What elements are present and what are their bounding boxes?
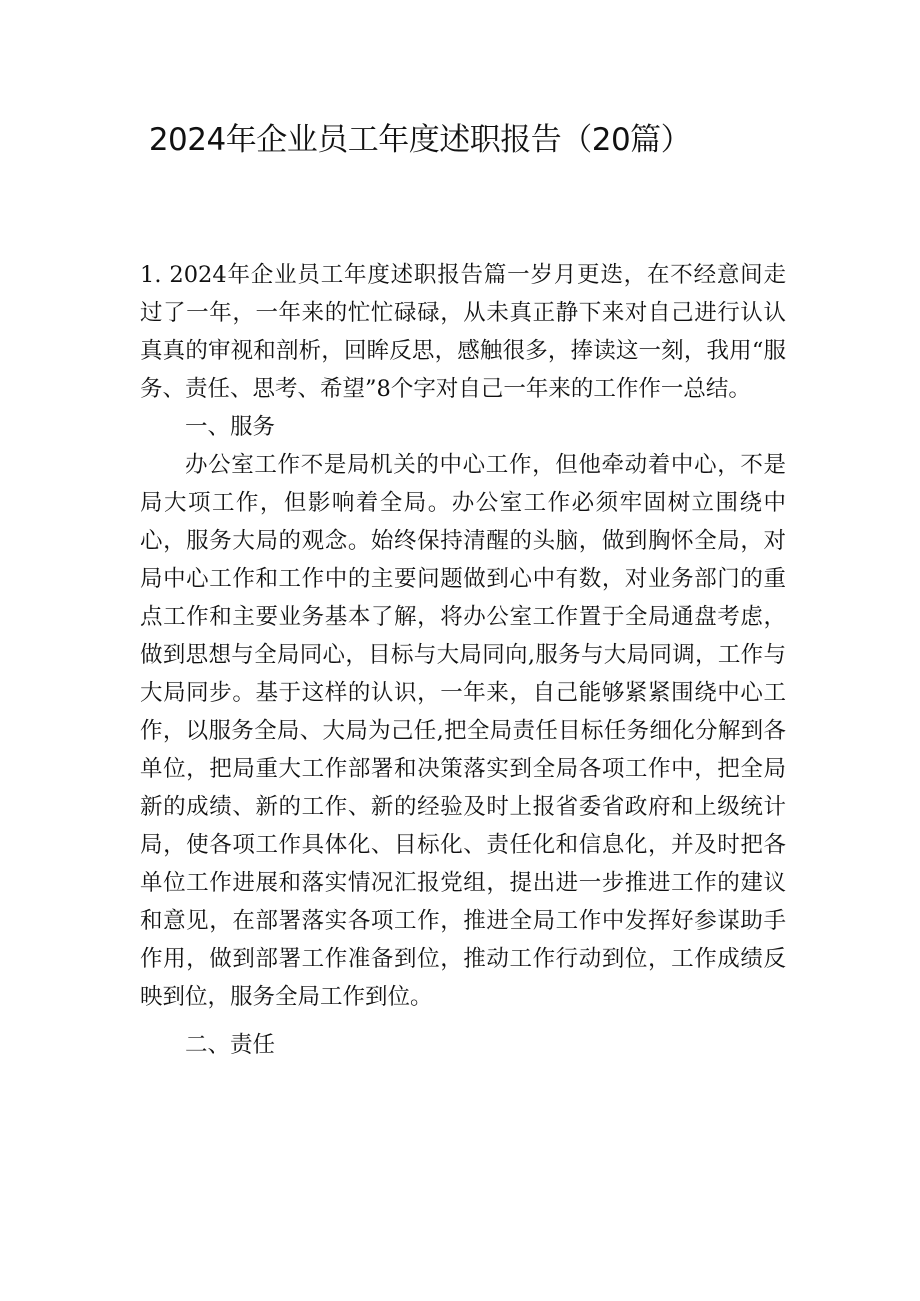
section-heading-service: 一、服务 — [185, 414, 276, 440]
document-title: 2024年企业员工年度述职报告（20篇） — [148, 122, 692, 158]
document-body — [140, 256, 786, 1064]
intro-paragraph: 1. 2024年企业员工年度述职报告篇一岁月更迭，在不经意间走过了一年，一年来的忙忙碌碌，从未真正静下来对自己进行认认真真的审视和剖析，回眸反思，感触很多，捧读这一刻，我用“服务、责任、思考、希望”8个字对自己一年来的工作作一总结。 — [140, 262, 786, 402]
service-paragraph: 办公室工作不是局机关的中心工作，但他牵动着中心，不是局大项工作，但影响着全局。办公室工作必须牢固树立围绕中心，服务大局的观念。始终保持清醒的头脑，做到胸怀全局，对局中心工作和工作中的主要问题做到心中有数，对业务部门的重点工作和主要业务基本了解，将办公室工作置于全局通盘考虑，做到思想与全局同心，目标与大局同向,服务与大局同调，工作与大局同步。基于这样的认识，一年来，自己能够紧紧围绕中心工作，以服务全局、大局为己任,把全局责任目标任务细化分解到各单位，把局重大工作部署和决策落实到全局各项工作中，把全局新的成绩、新的工作、新的经验及时上报省委省政府和上级统计局，使各项工作具体化、目标化、责任化和信息化，并及时把各单位工作进展和落实情况汇报党组，提出进一步推进工作的建议和意见，在部署落实各项工作，推进全局工作中发挥好参谋助手作用，做到部署工作准备到位，推动工作行动到位，工作成绩反映到位，服务全局工作到位。 — [140, 452, 786, 1010]
section-heading-responsibility: 二、责任 — [185, 1032, 276, 1058]
